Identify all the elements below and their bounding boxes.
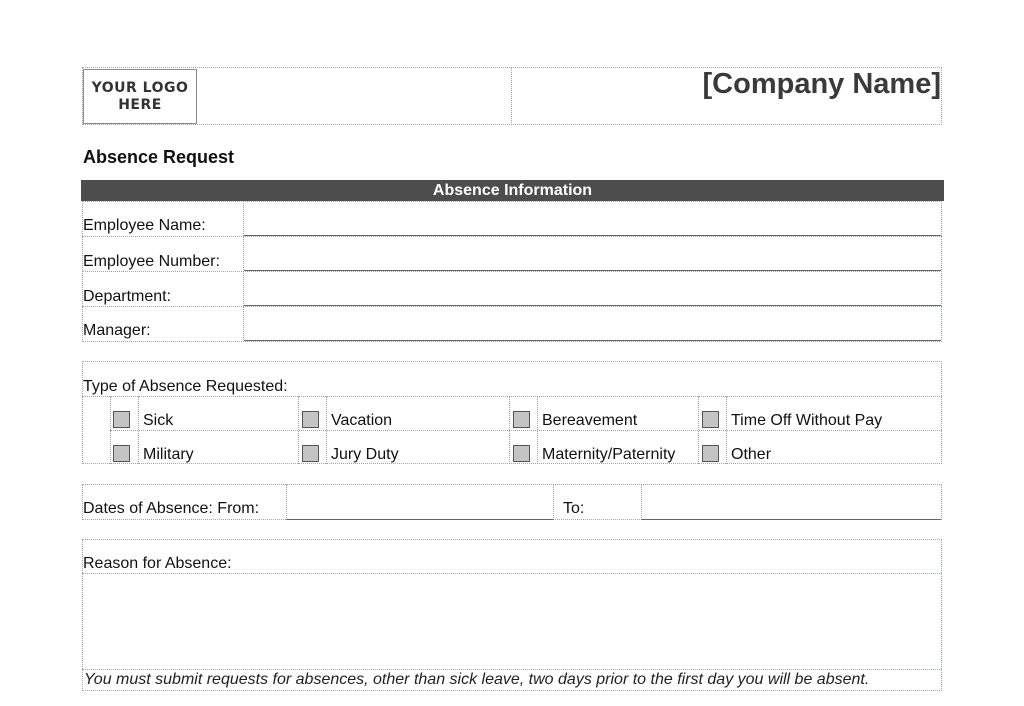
header-divider — [511, 67, 512, 125]
time-off-without-pay-checkbox[interactable] — [702, 411, 719, 428]
info-row-separator — [82, 306, 942, 307]
logo-placeholder — [83, 69, 197, 124]
sick-label: Sick — [143, 412, 174, 429]
to-date-field[interactable] — [641, 484, 941, 520]
type-grid-vline — [326, 396, 327, 464]
maternity-paternity-checkbox[interactable] — [513, 445, 530, 462]
department-label: Department: — [83, 288, 172, 305]
employee-number-underline — [244, 270, 941, 271]
bereavement-checkbox[interactable] — [513, 411, 530, 428]
employee-name-field[interactable] — [248, 214, 938, 236]
department-underline — [244, 305, 941, 306]
vacation-checkbox[interactable] — [302, 411, 319, 428]
vacation-label: Vacation — [331, 412, 393, 429]
type-grid-vline — [138, 396, 139, 464]
type-grid-vline — [298, 396, 299, 464]
section-header-absence-information: Absence Information — [81, 180, 944, 201]
dates-from-label: Dates of Absence: From: — [83, 500, 260, 517]
type-grid-vline — [509, 396, 510, 464]
form-title: Absence Request — [83, 147, 235, 167]
absence-type-heading: Type of Absence Requested: — [83, 378, 288, 395]
company-name: [Company Name] — [702, 68, 941, 100]
employee-number-field[interactable] — [248, 249, 938, 271]
manager-label: Manager: — [83, 322, 151, 339]
manager-underline — [244, 340, 941, 341]
type-grid-line — [82, 396, 942, 397]
employee-name-underline — [244, 235, 941, 236]
manager-field[interactable] — [248, 318, 938, 340]
logo-line-2: HERE — [118, 96, 162, 113]
reason-label: Reason for Absence: — [83, 555, 232, 572]
from-date-field[interactable] — [286, 484, 554, 520]
military-checkbox[interactable] — [113, 445, 130, 462]
department-field[interactable] — [248, 284, 938, 306]
dates-to-label: To: — [563, 500, 585, 517]
time-off-without-pay-label: Time Off Without Pay — [731, 412, 883, 429]
type-grid-vline — [537, 396, 538, 464]
other-label: Other — [731, 446, 772, 463]
type-grid-vline — [726, 396, 727, 464]
other-checkbox[interactable] — [702, 445, 719, 462]
employee-name-label: Employee Name: — [83, 217, 206, 234]
jury-duty-label: Jury Duty — [331, 446, 399, 463]
maternity-paternity-label: Maternity/Paternity — [542, 446, 676, 463]
reason-separator — [82, 573, 942, 574]
type-grid-vline — [110, 396, 111, 464]
reason-text-area[interactable] — [86, 578, 936, 666]
logo-line-1: YOUR LOGO — [91, 79, 189, 96]
info-row-separator — [82, 271, 942, 272]
military-label: Military — [143, 446, 194, 463]
sick-checkbox[interactable] — [113, 411, 130, 428]
jury-duty-checkbox[interactable] — [302, 445, 319, 462]
bereavement-label: Bereavement — [542, 412, 638, 429]
policy-footnote: You must submit requests for absences, other than sick leave, two days prior to the first day you will be absent. — [84, 671, 870, 688]
info-row-separator — [82, 236, 942, 237]
employee-number-label: Employee Number: — [83, 253, 220, 270]
type-grid-vline — [698, 396, 699, 464]
